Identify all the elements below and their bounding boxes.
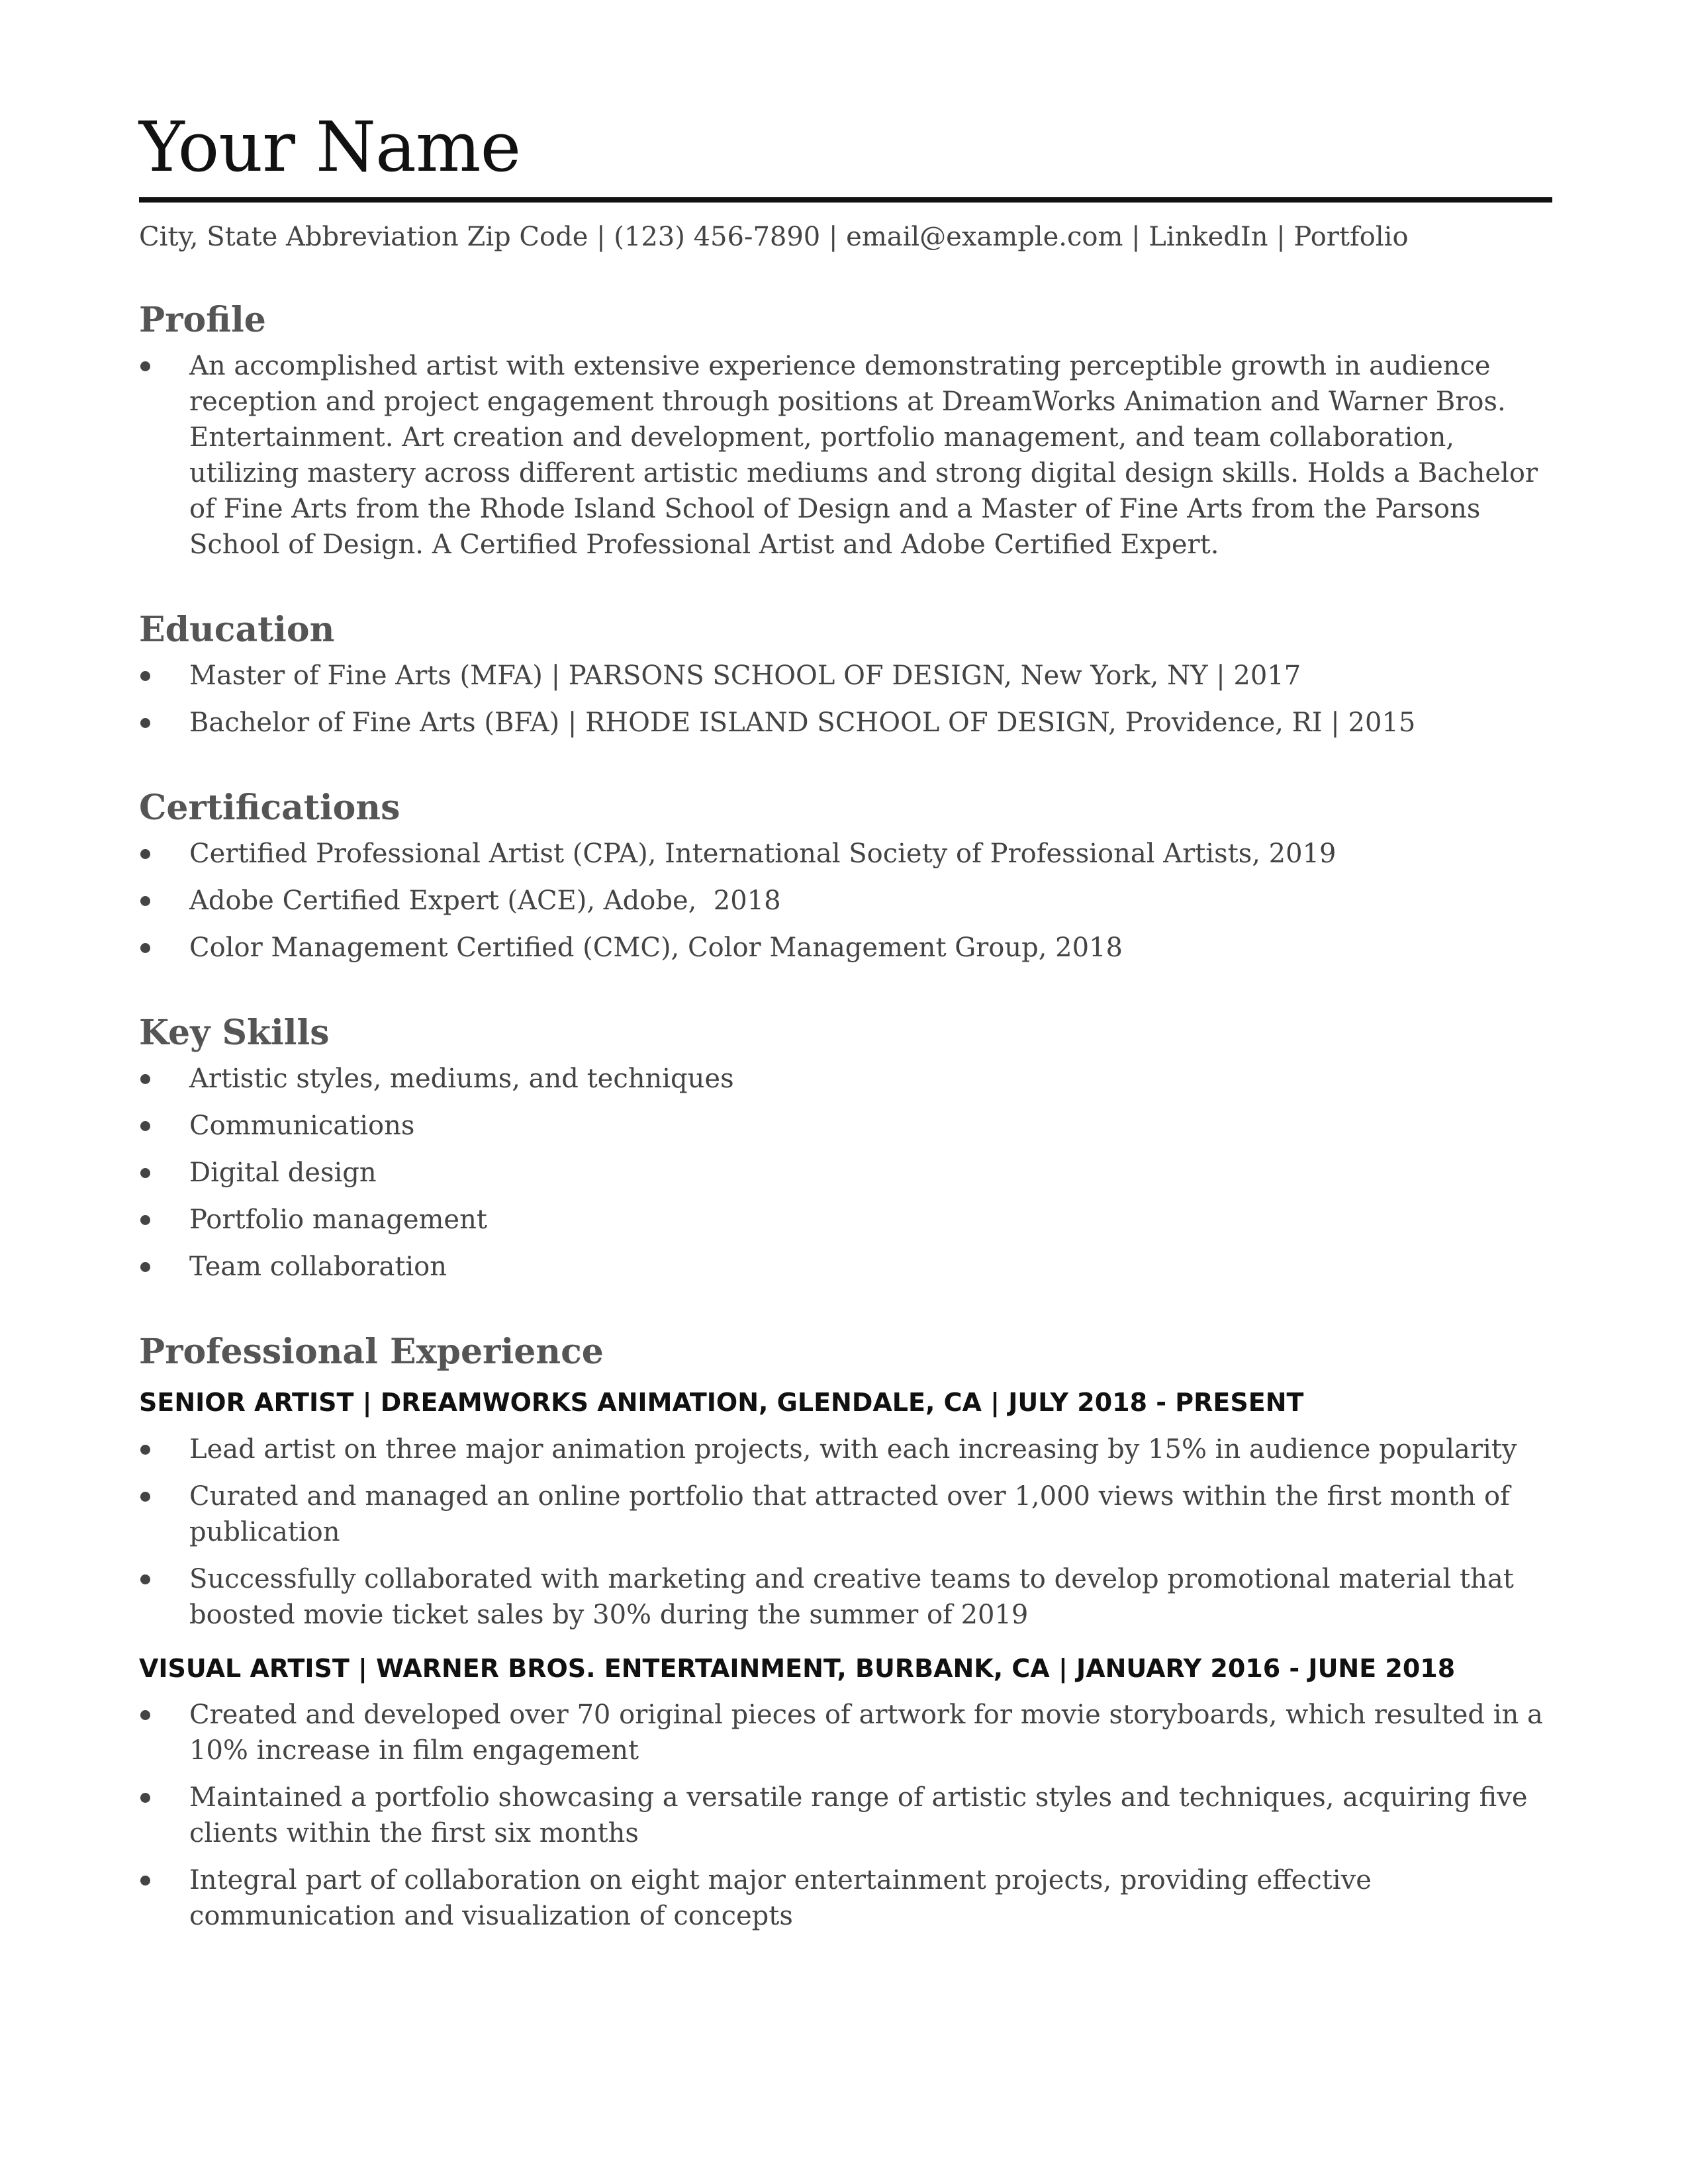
- bullet-icon: [140, 896, 150, 906]
- education-entry: Bachelor of Fine Arts (BFA) | RHODE ISLAND SCHOOL OF DESIGN, Providence, RI | 2015: [189, 707, 1416, 738]
- education-list: [139, 658, 1552, 741]
- list-item: [139, 930, 1552, 966]
- profile-text: An accomplished artist with extensive experience demonstrating perceptible growth in audience reception and project engagement through positions at DreamWorks Animation and Warner Bros. Entertainment. Art creation and development, portfolio management, and team collaboration, utilizing mastery across different artistic mediums and strong digital design skills. Holds a Bachelor of Fine Arts from the Rhode Island School of Design and a Master of Fine Arts from the Parsons School of Design. A Certified Professional Artist and Adobe Certified Expert.: [189, 351, 1538, 560]
- certifications-section: [139, 788, 1552, 966]
- list-item: [139, 1432, 1552, 1467]
- job-bullet-text: Integral part of collaboration on eight major entertainment projects, providing effective communication and visualization of concepts: [189, 1865, 1372, 1932]
- section-title-education: Education: [139, 610, 335, 650]
- profile-list: [139, 348, 1552, 563]
- job-bullet-text: Maintained a portfolio showcasing a versatile range of artistic styles and techniques, acquiring five clients within the first six months: [189, 1782, 1528, 1849]
- list-item: [139, 705, 1552, 741]
- profile-section: [139, 300, 1552, 563]
- job-heading: SENIOR ARTIST | DREAMWORKS ANIMATION, GLENDALE, CA | JULY 2018 - PRESENT: [139, 1388, 1304, 1417]
- bullet-icon: [140, 943, 150, 953]
- skill-entry: Communications: [189, 1111, 415, 1141]
- bullet-icon: [140, 1876, 150, 1886]
- list-item: [139, 1697, 1552, 1768]
- bullet-icon: [140, 1215, 150, 1225]
- bullet-icon: [140, 1121, 150, 1131]
- section-title-experience: Professional Experience: [139, 1332, 604, 1372]
- list-item: [139, 1202, 1552, 1238]
- certification-entry: Color Management Certified (CMC), Color Management Group, 2018: [189, 933, 1123, 963]
- certification-entry: Adobe Certified Expert (ACE), Adobe, 2018: [189, 886, 781, 916]
- list-item: [139, 1249, 1552, 1285]
- education-entry: Master of Fine Arts (MFA) | PARSONS SCHOOL OF DESIGN, New York, NY | 2017: [189, 660, 1301, 691]
- bullet-icon: [140, 1492, 150, 1502]
- certification-entry: Certified Professional Artist (CPA), International Society of Professional Artists, 2019: [189, 839, 1336, 869]
- job-bullet-text: Successfully collaborated with marketing and creative teams to develop promotional material that boosted movie ticket sales by 30% during the summer of 2019: [189, 1563, 1514, 1630]
- job-bullet-text: Created and developed over 70 original pieces of artwork for movie storyboards, which resulted in a 10% increase in film engagement: [189, 1700, 1543, 1766]
- bullet-icon: [140, 1445, 150, 1455]
- name-divider: [139, 197, 1552, 203]
- skill-entry: Artistic styles, mediums, and techniques: [189, 1064, 734, 1094]
- job-bullets: [139, 1697, 1552, 1934]
- bullet-icon: [140, 1262, 150, 1272]
- job-bullets: [139, 1432, 1552, 1633]
- education-section: [139, 610, 1552, 741]
- list-item: [139, 1155, 1552, 1191]
- list-item: [139, 1479, 1552, 1550]
- list-item: [139, 836, 1552, 872]
- bullet-icon: [140, 849, 150, 859]
- bullet-icon: [140, 1168, 150, 1178]
- resume-page: [139, 99, 1552, 1945]
- list-item: [139, 883, 1552, 919]
- bullet-icon: [140, 1793, 150, 1803]
- skill-entry: Team collaboration: [189, 1251, 447, 1282]
- skills-section: [139, 1013, 1552, 1285]
- bullet-icon: [140, 1574, 150, 1584]
- contact-line: City, State Abbreviation Zip Code | (123) 456-7890 | email@example.com | LinkedIn | Portfolio: [139, 222, 1409, 252]
- list-item: [139, 1061, 1552, 1097]
- section-title-profile: Profile: [139, 300, 266, 340]
- section-title-certifications: Certifications: [139, 788, 400, 828]
- skill-entry: Digital design: [189, 1158, 377, 1188]
- resume-name: Your Name: [139, 107, 521, 187]
- job-bullet-text: Lead artist on three major animation projects, with each increasing by 15% in audience popularity: [189, 1433, 1517, 1465]
- list-item: [139, 348, 1552, 563]
- job-heading: VISUAL ARTIST | WARNER BROS. ENTERTAINMENT, BURBANK, CA | JANUARY 2016 - JUNE 2018: [139, 1653, 1456, 1683]
- list-item: [139, 1108, 1552, 1144]
- list-item: [139, 1862, 1552, 1934]
- list-item: [139, 1561, 1552, 1633]
- bullet-icon: [140, 1074, 150, 1084]
- bullet-icon: [140, 361, 150, 371]
- bullet-icon: [140, 718, 150, 728]
- bullet-icon: [140, 1710, 150, 1720]
- job-bullet-text: Curated and managed an online portfolio that attracted over 1,000 views within the first month of publication: [189, 1480, 1510, 1547]
- skill-entry: Portfolio management: [189, 1205, 487, 1235]
- list-item: [139, 1780, 1552, 1851]
- certifications-list: [139, 836, 1552, 966]
- skills-list: [139, 1061, 1552, 1285]
- experience-section: [139, 1332, 1552, 1934]
- section-title-skills: Key Skills: [139, 1013, 330, 1053]
- bullet-icon: [140, 671, 150, 681]
- list-item: [139, 658, 1552, 694]
